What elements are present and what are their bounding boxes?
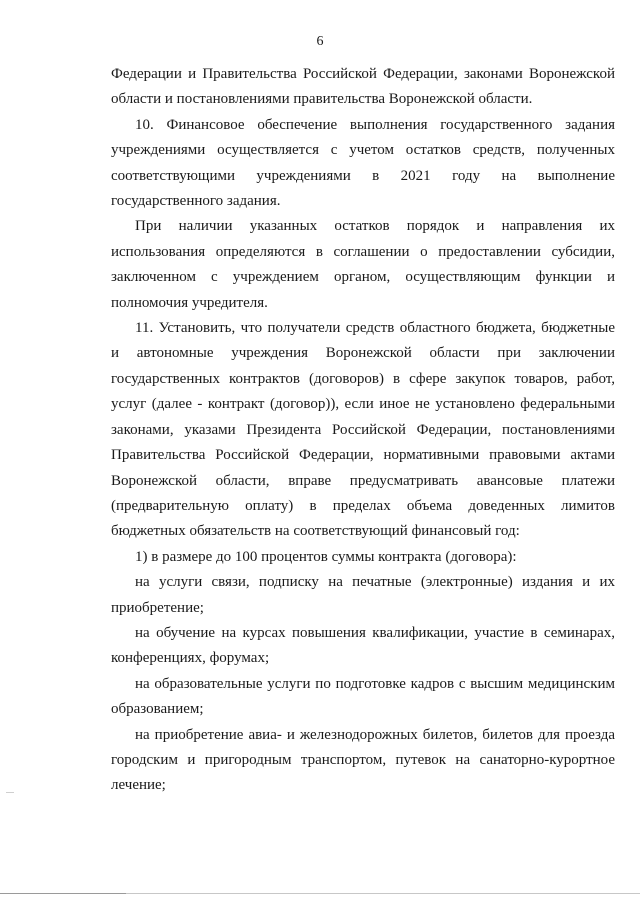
paragraph-continuation: Федерации и Правительства Российской Федерации, законами Воронежской области и постановлениями правительства Воронежской области. [111,66,615,108]
scan-bottom-edge-light [126,893,640,894]
list-item-subclause-1: 1) в размере до 100 процентов суммы контракта (договора): [135,548,517,565]
list-item-tickets-vouchers: на приобретение авиа- и железнодорожных билетов, билетов для проезда городским и пригородным транспортом, путевок на санаторно-курортное лечение; [111,726,615,794]
document-body [111,62,615,799]
page-number: 6 [316,34,324,49]
scan-margin-mark [6,792,14,793]
list-item-training-courses: на обучение на курсах повышения квалификации, участие в семинарах, конференциях, форумах; [111,624,615,667]
paragraph-remaining-funds: При наличии указанных остатков порядок и направления их использования определяются в соглашении о предоставлении субсидии, заключенном с учреждением органом, осуществляющим функции и полномочия учредителя. [111,218,615,311]
list-item-educational-services: на образовательные услуги по подготовке кадров с высшим медицинским образованием; [111,675,615,718]
paragraph-clause-10: 10. Финансовое обеспечение выполнения государственного задания учреждениями осуществляется с учетом остатков средств, полученных соответствующими учреждениями в 2021 году на выполнение государственного задания. [111,116,615,210]
list-item-communication-services: на услуги связи, подписку на печатные (электронные) издания и их приобретение; [111,574,615,616]
scan-bottom-edge [0,893,126,894]
paragraph-clause-11: 11. Установить, что получатели средств областного бюджета, бюджетные и автономные учреждения Воронежской области при заключении государственных контрактов (договоров) в сфере закупок товаров, работ, услуг (далее - контракт (договор)), если иное не установлено федеральными законами, указами Президента Российской Федерации, постановлениями Правительства Российской Федерации, нормативными правовыми актами Воронежской области, вправе предусматривать авансовые платежи (предварительную оплату) в пределах объема доведенных лимитов бюджетных обязательств на соответствующий финансовый год: [111,320,615,540]
